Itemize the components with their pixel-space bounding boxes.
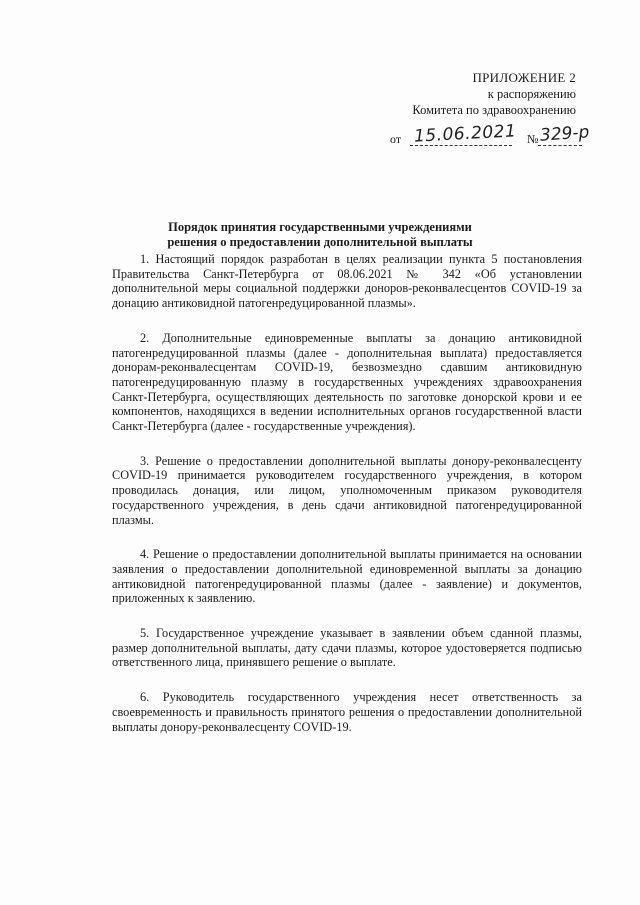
order-date-number [390, 121, 591, 148]
title-line-1: Порядок принятия государственными учреждениями [168, 220, 472, 234]
attachment-line-2: Комитета по здравоохранению [412, 103, 576, 117]
attachment-header [412, 70, 576, 118]
document-title [160, 220, 480, 250]
order-prefix: от [390, 132, 402, 146]
document-body [112, 252, 582, 754]
paragraph-4: 4. Решение о предоставлении дополнительной выплаты принимается на основании заявления о предоставлении дополнительной единовременной выплаты за донацию антиковидной патогенредуцированной плазмы (далее - заявление) и документов, приложенных к заявлению. [112, 547, 582, 606]
paragraph-3: 3. Решение о предоставлении дополнительной выплаты донору-реконвалесценту COVID-19 принимается руководителем государственного учреждения, в котором проводилась донация, или лицом, уполномоченным приказом руководителя государственного учреждения, в день сдачи антиковидной патогенредуцированной плазмы. [112, 453, 582, 527]
handwritten-number: 329-р [539, 122, 591, 146]
attachment-line-1: к распоряжению [487, 87, 576, 101]
number-sign: № [527, 132, 539, 146]
paragraph-2: 2. Дополнительные единовременные выплаты за донацию антиковидной патогенредуцированной плазмы (далее - дополнительная выплата) предоставляется донорам-реконвалесцентам COVID-19, безвозмездно сдавшим антиковидную патогенредуцированную плазму в государственных учреждениях здравоохранения Санкт-Петербурга, осуществляющих деятельность по заготовке донорской крови и ее компонентов, находящихся в ведении исполнительных органов государственной власти Санкт-Петербурга (далее - государственные учреждения). [112, 330, 582, 434]
title-line-2: решения о предоставлении дополнительной выплаты [167, 235, 473, 249]
paragraph-6: 6. Руководитель государственного учреждения несет ответственность за своевременность и правильность принятого решения о предоставлении дополнительной выплаты донору-реконвалесценту COVID-19. [112, 690, 582, 734]
handwritten-date: 15.06.2021 [413, 121, 517, 147]
attachment-title: ПРИЛОЖЕНИЕ 2 [472, 70, 576, 85]
paragraph-1: 1. Настоящий порядок разработан в целях реализации пункта 5 постановления Правительства Санкт-Петербурга от 08.06.2021 № 342 «Об установлении дополнительной меры социальной поддержки доноров-реконвалесцентов COVID-19 за донацию антиковидной патогенредуцированной плазмы». [112, 252, 582, 311]
paragraph-5: 5. Государственное учреждение указывает в заявлении объем сданной плазмы, размер дополнительной выплаты, дату сдачи плазмы, которое удостоверяется подписью ответственного лица, принявшего решение о выплате. [112, 626, 582, 670]
